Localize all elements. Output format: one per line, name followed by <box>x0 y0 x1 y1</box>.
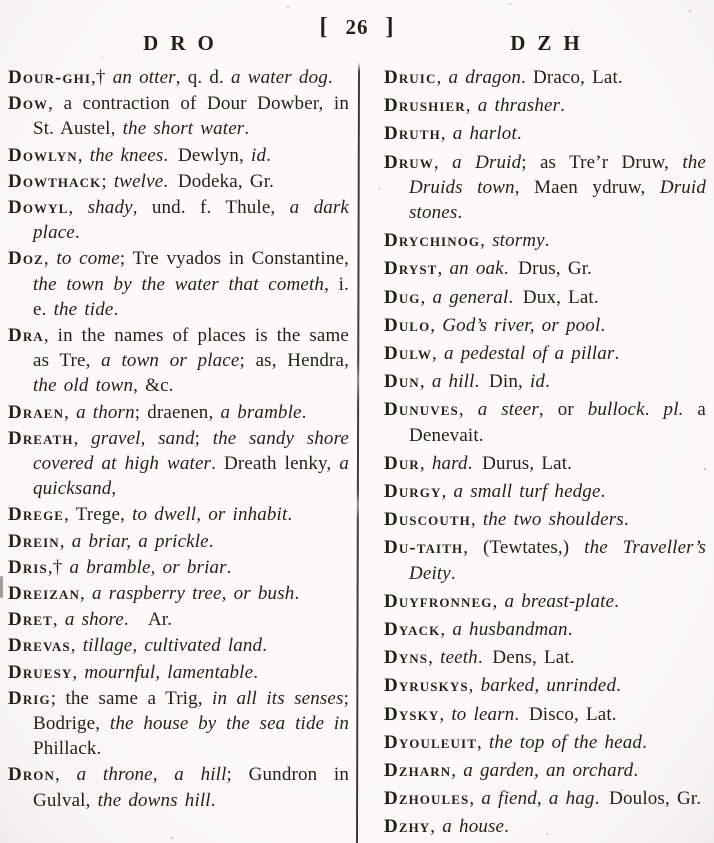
entry-headword: Dow <box>8 93 49 115</box>
dictionary-entry <box>384 589 706 614</box>
entry-text-roman: . <box>450 562 456 584</box>
entry-text-roman: , <box>59 530 72 552</box>
entry-gloss-italic: twelve <box>113 170 164 192</box>
entry-text-roman: , <box>419 371 432 393</box>
entry-gloss-italic: the house by the sea tide in <box>109 713 349 735</box>
dictionary-entry <box>8 143 349 168</box>
entry-gloss-italic: God’s river, or pool <box>442 314 601 336</box>
entry-text-roman: a Denevait. <box>409 399 707 446</box>
entry-text-roman: ,† <box>91 67 113 88</box>
dictionary-entry <box>384 369 706 394</box>
entry-headword: Dulo <box>384 314 431 336</box>
entry-headword: Dreath <box>8 427 74 449</box>
dictionary-entry <box>8 400 349 425</box>
entry-text-roman: , <box>468 675 481 697</box>
entry-headword: Doz <box>8 248 44 270</box>
dictionary-entry <box>384 397 706 447</box>
entry-gloss-italic: the tide <box>53 298 114 320</box>
dictionary-entry <box>384 507 706 532</box>
entry-text-roman: . <box>614 343 620 365</box>
entry-text-roman: . <box>616 675 622 697</box>
entry-gloss-italic: tillage, cultivated land <box>82 635 263 657</box>
entry-text-roman: , <box>70 635 83 657</box>
entry-gloss-italic: a fiend, a hag <box>481 788 595 810</box>
entry-text-roman: . Durus, Lat. <box>467 452 573 474</box>
entry-text-roman: , <box>492 590 505 612</box>
entry-headword: Duyfronneg <box>384 590 493 612</box>
entry-gloss-italic: the town by the water that cometh <box>33 273 325 295</box>
entry-headword: Druth <box>384 123 441 145</box>
entry-text-roman: , <box>64 401 77 423</box>
dictionary-entry <box>384 479 706 504</box>
entry-headword: Druw <box>384 151 434 173</box>
entry-text-roman: . <box>504 816 510 838</box>
entry-text-roman: , <box>470 509 483 531</box>
entry-text-roman: , <box>432 343 444 365</box>
entry-headword: Dzhy <box>384 816 431 838</box>
entry-text-roman: , <box>68 197 88 219</box>
entry-gloss-italic: the knees <box>89 144 164 166</box>
entry-headword: Dowyl <box>8 197 69 219</box>
entry-text-roman: , <box>469 788 482 810</box>
entry-gloss-italic: a breast-plate <box>504 590 615 612</box>
entry-text-roman: , q. d. <box>175 67 232 88</box>
entry-text-roman: , <box>55 764 77 786</box>
entry-gloss-italic: barked, unrinded <box>480 675 617 697</box>
entry-text-roman: . Disco, Lat. <box>514 703 617 725</box>
entry-text-roman: , <box>440 619 453 641</box>
dictionary-entry <box>384 313 706 338</box>
page-number-bracket-close: ] <box>385 14 395 40</box>
entry-text-roman: , or <box>538 399 588 421</box>
entry-gloss-italic: id <box>251 144 267 166</box>
entry-text-roman: . <box>210 789 216 811</box>
entry-text-roman: . <box>516 123 522 145</box>
entry-headword: Dour-ghi <box>8 67 92 88</box>
entry-text-roman: . <box>567 619 573 641</box>
entry-text-roman: ; draenen, <box>134 401 221 423</box>
entry-text-roman: ; as Tre’r Druw, <box>521 151 683 173</box>
dictionary-entry <box>384 65 706 90</box>
entry-gloss-italic: bullock <box>587 399 645 421</box>
dictionary-entry <box>384 256 706 281</box>
entry-headword: Druic <box>384 67 437 88</box>
entry-headword: Dryst <box>384 258 438 280</box>
entry-text-roman: . <box>560 95 566 117</box>
entry-gloss-italic: a throne, a hill <box>76 764 227 786</box>
entry-text-roman: , a contraction of Dour Dowber, in St. Austel, <box>33 93 349 140</box>
entry-text-roman: . Ar. <box>123 609 173 631</box>
entry-gloss-italic: in all its senses <box>212 687 344 709</box>
entry-text-roman: . <box>642 731 647 753</box>
dictionary-entry <box>8 633 349 658</box>
dictionary-entry <box>384 702 706 727</box>
entry-headword: Dysky <box>384 703 440 725</box>
entry-text-roman: ; Gundron in Gulval, <box>33 764 349 811</box>
dictionary-entry <box>8 555 349 580</box>
entry-text-roman: , <box>465 95 478 117</box>
entry-text-roman: , Maen ydruw, <box>514 176 660 198</box>
entry-gloss-italic: a husbandman <box>452 619 568 641</box>
entry-text-roman: ; <box>194 427 213 449</box>
entry-text-roman: , Trege, <box>64 504 133 526</box>
entry-gloss-italic: pl. <box>663 399 684 421</box>
entry-text-roman: , <box>433 151 453 173</box>
entry-headword: Dun <box>384 371 420 393</box>
entry-text-roman: , <box>77 144 90 166</box>
entry-headword: Druesy <box>8 661 73 683</box>
dictionary-entry <box>8 246 349 322</box>
dictionary-entry <box>8 426 349 502</box>
entry-text-roman: , <box>80 583 92 605</box>
entry-headword: Dyns <box>384 647 429 669</box>
entry-headword: Drig <box>8 687 51 709</box>
entry-headword: Dowlyn <box>8 144 78 166</box>
entry-gloss-italic: teeth <box>440 647 478 669</box>
right-column-header: DZH <box>510 31 592 55</box>
dictionary-entry <box>384 645 706 670</box>
entry-headword: Drychinog <box>384 230 481 252</box>
entry-gloss-italic: id <box>530 371 546 393</box>
dictionary-entry <box>8 323 349 399</box>
entry-gloss-italic: the Druids town <box>409 151 706 198</box>
left-column <box>8 30 349 814</box>
entry-gloss-italic: to learn <box>451 703 515 725</box>
entry-gloss-italic: an oak <box>449 258 504 280</box>
dictionary-entry <box>8 607 349 632</box>
entry-text-roman: , (Tewtates,) <box>463 537 585 559</box>
entry-text-roman: , <box>43 248 57 270</box>
entry-text-roman: , <box>458 399 478 421</box>
entry-text-roman: . Dreath lenky, <box>211 453 340 475</box>
entry-gloss-italic: a hill <box>431 371 475 393</box>
entry-gloss-italic: a Druid <box>452 151 522 173</box>
left-column-header: DRO <box>143 31 226 55</box>
entry-gloss-italic: a bramble <box>220 401 302 423</box>
dictionary-entry <box>8 502 349 527</box>
entry-gloss-italic: the downs hill <box>97 789 211 811</box>
entry-text-roman: . <box>623 509 629 531</box>
entry-text-roman: , <box>451 760 464 782</box>
dictionary-entry <box>8 91 349 141</box>
entry-text-roman: , <box>428 647 441 669</box>
entry-gloss-italic: a thorn <box>76 401 135 423</box>
entry-headword: Drein <box>8 530 60 552</box>
entry-text-roman: ; as, Hendra, <box>239 350 349 372</box>
entry-text-roman: , <box>430 816 443 838</box>
right-column-entries <box>384 65 706 840</box>
dictionary-entry <box>8 169 349 194</box>
entry-text-roman: Phillack. <box>33 738 102 760</box>
entry-text-roman: ; the same a Trig, <box>50 687 213 709</box>
entry-text-roman: . <box>544 230 550 252</box>
entry-gloss-italic: to dwell, or inhabit <box>132 504 288 526</box>
entry-text-roman: , <box>72 661 85 683</box>
dictionary-entry <box>8 660 349 685</box>
page-number-bracket-open: [ <box>319 14 329 40</box>
entry-gloss-italic: a harlot <box>452 123 517 145</box>
entry-text-roman: . Drus, Gr. <box>503 258 593 280</box>
entry-headword: Dzharn <box>384 760 452 782</box>
entry-gloss-italic: a general <box>432 286 509 308</box>
dictionary-entry <box>384 673 706 698</box>
entry-headword: Durgy <box>384 481 442 503</box>
dictionary-entry <box>384 786 706 811</box>
entry-gloss-italic: the two shoulders <box>482 509 624 531</box>
entry-gloss-italic: a garden, an orchard <box>463 760 634 782</box>
entry-text-roman: . <box>545 371 550 393</box>
entry-text-roman: . <box>113 298 119 320</box>
entry-headword: Du-taith <box>384 537 464 559</box>
entry-gloss-italic: a small turf hedge <box>453 481 601 503</box>
entry-text-roman: . <box>262 635 268 657</box>
entry-text-roman: , und. f. Thule, <box>132 197 290 219</box>
entry-headword: Dowthack <box>8 170 102 192</box>
entry-headword: Dyouleuit <box>384 731 477 753</box>
entry-gloss-italic: a town or place <box>101 350 240 372</box>
entry-text-roman: . <box>244 118 250 140</box>
entry-text-roman: , <box>430 314 443 336</box>
entry-text-roman: . <box>294 583 300 605</box>
dictionary-entry <box>384 121 706 146</box>
entry-headword: Dyruskys <box>384 675 469 697</box>
dictionary-entry <box>8 581 349 606</box>
dictionary-entry <box>384 535 706 585</box>
entry-gloss-italic: a briar, a prickle <box>71 530 209 552</box>
dictionary-entry <box>8 195 349 245</box>
entry-headword: Duscouth <box>384 509 471 531</box>
entry-text-roman: , &c. <box>133 375 174 397</box>
entry-text-roman: , <box>419 452 432 474</box>
entry-gloss-italic: the short water <box>122 118 245 140</box>
entry-gloss-italic: a water dog <box>231 67 328 88</box>
right-column <box>384 30 706 843</box>
entry-text-roman: , <box>437 258 450 280</box>
entry-headword: Draen <box>8 401 65 423</box>
entry-text-roman: , <box>52 609 65 631</box>
entry-text-roman: , i. e. <box>33 273 349 320</box>
dictionary-entry <box>384 451 706 476</box>
entry-text-roman: , <box>436 67 449 88</box>
entry-text-roman: . <box>266 144 272 166</box>
entry-gloss-italic: a raspberry tree, or bush <box>92 583 295 605</box>
entry-headword: Drevas <box>8 635 71 657</box>
entry-headword: Dris <box>8 556 48 578</box>
entry-gloss-italic: a house <box>442 816 505 838</box>
dictionary-entry <box>384 285 706 310</box>
entry-text-roman: ; <box>101 170 114 192</box>
entry-text-roman: ,† <box>47 556 70 578</box>
entry-text-roman: . <box>614 590 620 612</box>
entry-headword: Dyack <box>384 619 441 641</box>
entry-headword: Dreizan <box>8 583 80 605</box>
dictionary-entry <box>384 93 706 118</box>
entry-headword: Dunuves <box>384 399 459 421</box>
entry-gloss-italic: a shore <box>64 609 124 631</box>
entry-text-roman: , <box>476 731 489 753</box>
entry-text-roman: , <box>73 427 92 449</box>
entry-text-roman: . Dens, Lat. <box>477 647 575 669</box>
entry-text-roman: . Dodeka, Gr. <box>163 170 275 192</box>
entry-gloss-italic: stormy <box>492 230 545 252</box>
entry-text-roman: . Doulos, Gr. <box>594 788 702 810</box>
dictionary-entry <box>384 341 706 366</box>
entry-text-roman: , <box>439 703 452 725</box>
entry-text-roman: . <box>74 222 80 244</box>
page-number-value: 26 <box>345 15 369 39</box>
left-column-entries <box>8 65 349 813</box>
dictionary-entry <box>384 814 706 839</box>
entry-gloss-italic: a steer <box>477 399 539 421</box>
entry-text-roman: . Din, <box>474 371 530 393</box>
dictionary-entry <box>384 730 706 755</box>
entry-text-roman: . <box>644 399 664 421</box>
dictionary-entry <box>384 228 706 253</box>
entry-text-roman: . <box>327 67 333 88</box>
entry-text-roman: , <box>480 230 493 252</box>
entry-gloss-italic: a thrasher <box>477 95 561 117</box>
entry-headword: Dug <box>384 286 421 308</box>
entry-gloss-italic: a quicksand <box>33 453 349 500</box>
dictionary-entry <box>384 150 706 226</box>
entry-text-roman: . <box>301 401 307 423</box>
entry-text-roman: . <box>633 760 639 782</box>
entry-text-roman: . <box>457 202 463 224</box>
entry-text-roman: , <box>111 478 117 500</box>
entry-gloss-italic: the Traveller’s Deity <box>409 537 706 584</box>
entry-gloss-italic: the old town <box>33 375 134 397</box>
entry-headword: Dron <box>8 764 56 786</box>
entry-headword: Dzhoules <box>384 788 470 810</box>
entry-gloss-italic: a pedestal of a pillar <box>444 343 615 365</box>
entry-gloss-italic: a bramble, or briar <box>69 556 227 578</box>
entry-text-roman: . Draco, Lat. <box>521 67 623 88</box>
entry-text-roman: . <box>600 481 606 503</box>
dictionary-entry <box>384 758 706 783</box>
entry-text-roman: , <box>440 123 453 145</box>
column-divider-rule <box>356 62 360 843</box>
entry-gloss-italic: a dragon <box>448 67 521 88</box>
entry-headword: Dra <box>8 325 44 347</box>
entry-text-roman: . <box>253 661 259 683</box>
entry-gloss-italic: Druid stones <box>409 176 707 224</box>
entry-headword: Dret <box>8 609 53 631</box>
entry-text-roman: , <box>441 481 454 503</box>
entry-gloss-italic: the top of the head <box>488 731 643 753</box>
entry-gloss-italic: shady <box>87 197 133 219</box>
entry-text-roman: . <box>287 504 293 526</box>
entry-text-roman: . Dewlyn, <box>163 144 252 166</box>
entry-text-roman: . <box>600 314 606 336</box>
entry-headword: Drege <box>8 504 65 526</box>
dictionary-entry <box>384 617 706 642</box>
entry-text-roman: . <box>208 530 214 552</box>
entry-text-roman: ; Tre vyados in Constantine, <box>119 248 349 270</box>
entry-text-roman: , in the names of places is the same as Tre, <box>33 325 349 372</box>
entry-text-roman: . Dux, Lat. <box>508 286 599 308</box>
entry-text-roman: , <box>420 286 433 308</box>
entry-text-roman: ; Bodrige, <box>33 687 349 735</box>
dictionary-entry <box>8 762 349 812</box>
entry-gloss-italic: the sandy shore covered at high water <box>33 427 349 475</box>
entry-gloss-italic: an otter <box>112 67 176 88</box>
entry-headword: Dur <box>384 452 420 474</box>
entry-text-roman: . <box>226 556 232 578</box>
entry-gloss-italic: mournful, lamentable <box>84 661 254 683</box>
dictionary-entry <box>8 65 349 90</box>
entry-headword: Drushier <box>384 95 466 117</box>
entry-headword: Dulw <box>384 343 432 365</box>
dictionary-entry <box>8 529 349 554</box>
entry-gloss-italic: gravel, sand <box>91 427 195 449</box>
dictionary-entry <box>8 686 349 762</box>
entry-gloss-italic: a dark place <box>33 197 349 244</box>
entry-gloss-italic: to come <box>56 248 120 270</box>
entry-gloss-italic: hard <box>431 452 468 474</box>
